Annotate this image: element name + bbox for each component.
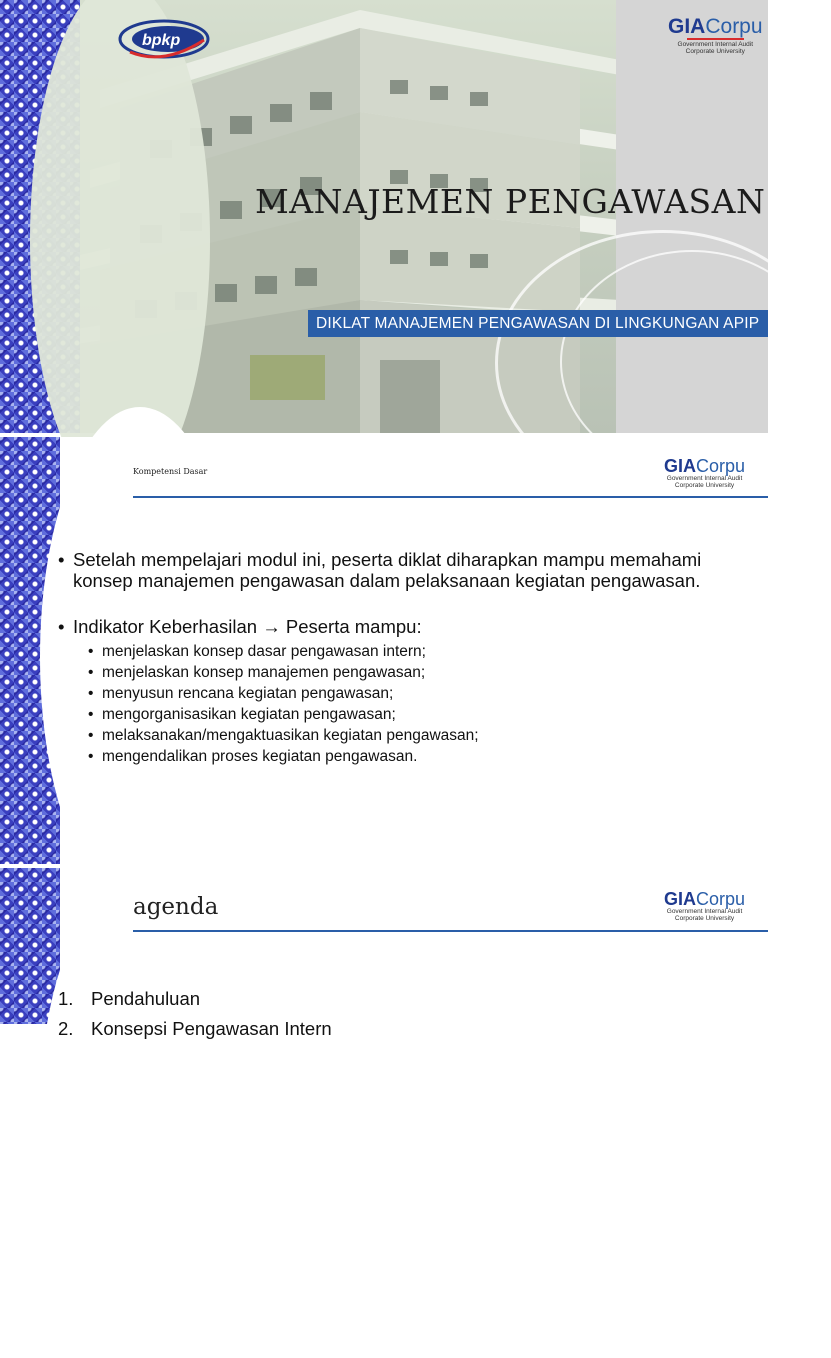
- list-item: 1. Pendahuluan: [58, 988, 201, 1009]
- giacorpu-logo: GIACorpu Government Internal Audit Corporate University: [664, 456, 746, 490]
- bullet-content: [58, 549, 748, 767]
- bpkp-logo: [118, 18, 210, 60]
- decorative-curve: [40, 858, 280, 1358]
- giacorpu-logo: GIACorpu Government Internal Audit Corporate University: [664, 889, 746, 923]
- slide-title: MANAJEMEN PENGAWASAN: [255, 182, 766, 221]
- competency-slide: [0, 437, 768, 864]
- title-divider: [133, 496, 768, 498]
- slide-subtitle: DIKLAT MANAJEMEN PENGAWASAN DI LINGKUNGAN APIP: [308, 310, 768, 337]
- agenda-slide: [0, 868, 768, 1039]
- list-item: • menjelaskan konsep dasar pengawasan intern;: [88, 641, 748, 662]
- list-item: • melaksanakan/mengaktuasikan kegiatan pengawasan;: [88, 725, 748, 746]
- list-item: • menjelaskan konsep manajemen pengawasan;: [88, 662, 748, 683]
- title-divider: [133, 930, 768, 932]
- list-item: • mengendalikan proses kegiatan pengawasan.: [88, 746, 748, 767]
- bullet-indicator-lead: • Indikator Keberhasilan → Peserta mampu:: [58, 616, 748, 637]
- indicator-list: [58, 641, 748, 767]
- title-slide: [0, 0, 768, 433]
- slide-title: agenda: [133, 894, 219, 920]
- list-item: 2. Konsepsi Pengawasan Intern: [58, 1018, 332, 1039]
- giacorpu-logo: GIACorpu Government Internal Audit Corporate University: [668, 15, 763, 56]
- list-item: • mengorganisasikan kegiatan pengawasan;: [88, 704, 748, 725]
- bullet-objective: • Setelah mempelajari modul ini, peserta diklat diharapkan mampu memahami konsep manajemen pengawasan dalam pelaksanaan kegiatan pengawasan.: [58, 549, 748, 591]
- slide-title: Kompetensi Dasar: [133, 467, 208, 476]
- agenda-list: [58, 984, 332, 1044]
- bpkp-logo-text: bpkp: [142, 32, 181, 49]
- list-item: • menyusun rencana kegiatan pengawasan;: [88, 683, 748, 704]
